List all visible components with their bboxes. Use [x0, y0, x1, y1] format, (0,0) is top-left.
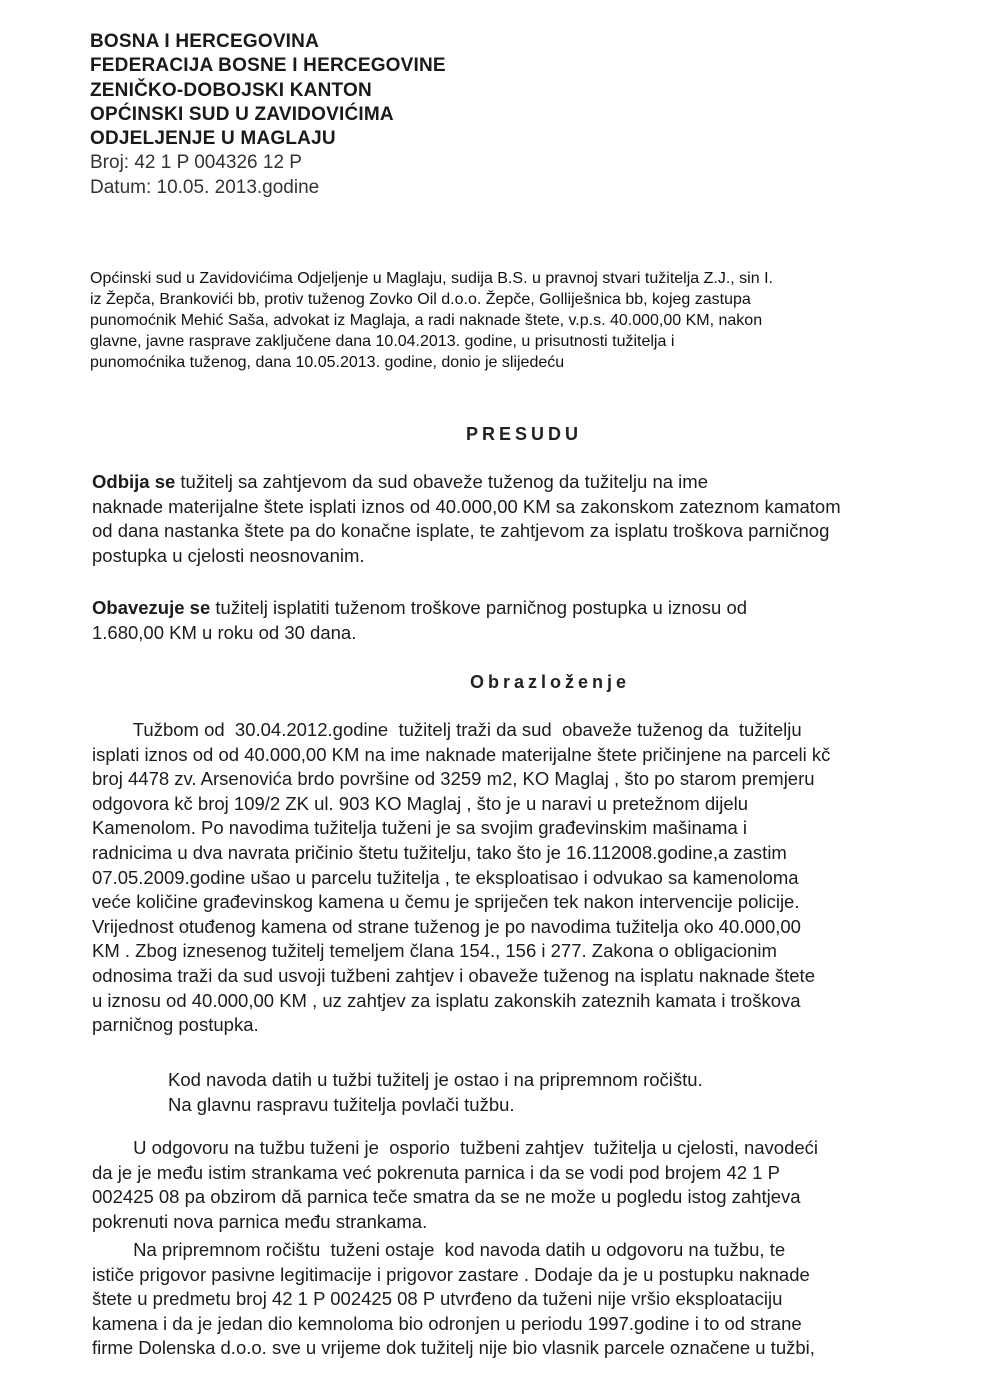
paragraph-line: firme Dolenska d.o.o. sve u vrijeme dok tužitelj nije bio vlasnik parcele označene u tužbi, — [92, 1337, 815, 1359]
paragraph-line: Tužbom od 30.04.2012.godine tužitelj traži da sud obaveže tuženog da tužitelju — [92, 719, 802, 740]
reasoning-paragraph-response — [92, 1136, 818, 1234]
paragraph-line: ističe prigovor pasivne legitimacije i prigovor zastare . Dodaje da je u postupku naknade — [92, 1263, 810, 1285]
paragraph-line: odnosima traži da sud usvoji tužbeni zahtjev i obaveže tuženog na isplatu naknade štete — [92, 964, 815, 986]
ruling-lead: Odbija se — [92, 471, 176, 492]
intro-paragraph — [90, 268, 940, 373]
paragraph-line: odgovora kč broj 109/2 ZK ul. 903 KO Maglaj , što je u naravi u pretežnom dijelu — [92, 792, 749, 814]
reasoning-paragraph-lawsuit — [92, 718, 830, 1038]
paragraph-line: 1.680,00 KM u roku od 30 dana. — [92, 621, 357, 643]
paragraph-line: 07.05.2009.godine ušao u parcelu tužitelja , te eksploatisao i odvukao sa kamenoloma — [92, 866, 799, 888]
verdict-ruling-paragraph — [92, 470, 841, 568]
paragraph-line: da je je među istim strankama već pokrenuta parnica i da se vodi pod brojem 42 1 P — [92, 1161, 780, 1183]
ruling-text: tužitelj sa zahtjevom da sud obaveže tuženog da tužitelju na ime — [175, 471, 708, 492]
paragraph-line: Na pripremnom ročištu tuženi ostaje kod navoda datih u odgovoru na tužbu, te — [92, 1239, 786, 1260]
header-department: ODJELJENJE U MAGLAJU — [90, 128, 336, 150]
paragraph-line — [92, 470, 841, 495]
court-header — [90, 30, 446, 200]
reasoning-paragraph-hearing — [168, 1068, 703, 1117]
reasoning-title: Obrazloženje — [470, 672, 631, 692]
header-court: OPĆINSKI SUD U ZAVIDOVIĆIMA — [90, 103, 394, 125]
paragraph-line: štete u predmetu broj 42 1 P 002425 08 P utvrđeno da tuženi nije vršio eksploataciju — [92, 1288, 783, 1310]
paragraph-line: Na glavnu raspravu tužitelja povlači tužbu. — [168, 1093, 515, 1115]
case-number: Broj: 42 1 P 004326 12 P — [90, 152, 302, 174]
paragraph-line: naknade materijalne štete isplati iznos od 40.000,00 KM sa zakonskom zateznom kamatom — [92, 495, 841, 517]
paragraph-line: isplati iznos od od 40.000,00 KM na ime naknade materijalne štete pričinjene na parceli kč — [92, 743, 831, 765]
paragraph-line: radnicima u dva navrata pričinio štetu tužitelju, tako što je 16.112008.godine,a zastim — [92, 841, 787, 863]
costs-text: tužitelj isplatiti tuženom troškove parničnog postupka u iznosu od — [210, 597, 748, 618]
intro-line: Općinski sud u Zavidovićima Odjeljenje u Maglaju, sudija B.S. u pravnoj stvari tužitelja Z.J., sin I. — [90, 270, 773, 287]
intro-line: punomoćnika tuženog, dana 10.05.2013. godine, donio je slijedeću — [90, 354, 565, 371]
paragraph-line: U odgovoru na tužbu tuženi je osporio tužbeni zahtjev tužitelja u cjelosti, navodeći — [92, 1137, 819, 1158]
costs-lead: Obavezuje se — [92, 597, 211, 618]
costs-ruling-paragraph — [92, 596, 747, 645]
paragraph-line: od dana nastanka štete pa do konačne isplate, te zahtjevom za isplatu troškova parničnog — [92, 520, 830, 542]
intro-line: iz Žepča, Brankovići bb, protiv tuženog Zovko Oil d.o.o. Žepče, Golliješnica bb, kojeg zastupa — [90, 291, 751, 308]
paragraph-line: Kamenolom. Po navodima tužitelja tuženi je sa svojim građevinskim mašinama i — [92, 817, 747, 839]
verdict-title: PRESUDU — [466, 424, 583, 444]
paragraph-line — [92, 596, 747, 621]
paragraph-line: parničnog postupka. — [92, 1014, 259, 1036]
intro-line: glavne, javne rasprave zaključene dana 10.04.2013. godine, u prisutnosti tužitelja i — [90, 333, 675, 350]
paragraph-line: kamena i da je jedan dio kemnoloma bio odronjen u periodu 1997.godine i to od strane — [92, 1312, 802, 1334]
header-canton: ZENIČKO-DOBOJSKI KANTON — [90, 79, 372, 101]
intro-line: punomoćnik Mehić Saša, advokat iz Maglaja, a radi naknade štete, v.p.s. 40.000,00 KM, nakon — [90, 312, 763, 329]
header-federation: FEDERACIJA BOSNE I HERCEGOVINE — [90, 55, 446, 77]
paragraph-line: KM . Zbog iznesenog tužitelj temeljem člana 154., 156 i 277. Zakona o obligacionim — [92, 940, 777, 962]
paragraph-line: postupka u cjelosti neosnovanim. — [92, 544, 365, 566]
paragraph-line: broj 4478 zv. Arsenovića brdo površine od 3259 m2, KO Maglaj , što po starom premjeru — [92, 768, 815, 790]
paragraph-line: veće količine građevinskog kamena u čemu je spriječen tek nakon intervencije policije. — [92, 891, 800, 913]
paragraph-line: pokrenuti nova parnica među strankama. — [92, 1210, 428, 1232]
paragraph-line: u iznosu od 40.000,00 KM , uz zahtjev za isplatu zakonskih zateznih kamata i troškova — [92, 989, 801, 1011]
document-date: Datum: 10.05. 2013.godine — [90, 176, 320, 198]
paragraph-line: 002425 08 pa obzirom dă parnica teče smatra da se ne može u pogledu istog zahtjeva — [92, 1186, 801, 1208]
reasoning-paragraph-preliminary — [92, 1238, 815, 1361]
header-country: BOSNA I HERCEGOVINA — [90, 31, 320, 52]
paragraph-line: Kod navoda datih u tužbi tužitelj je ostao i na pripremnom ročištu. — [168, 1069, 703, 1090]
paragraph-line: Vrijednost otuđenog kamena od strane tuženog je po navodima tužitelja oko 40.000,00 — [92, 915, 801, 937]
